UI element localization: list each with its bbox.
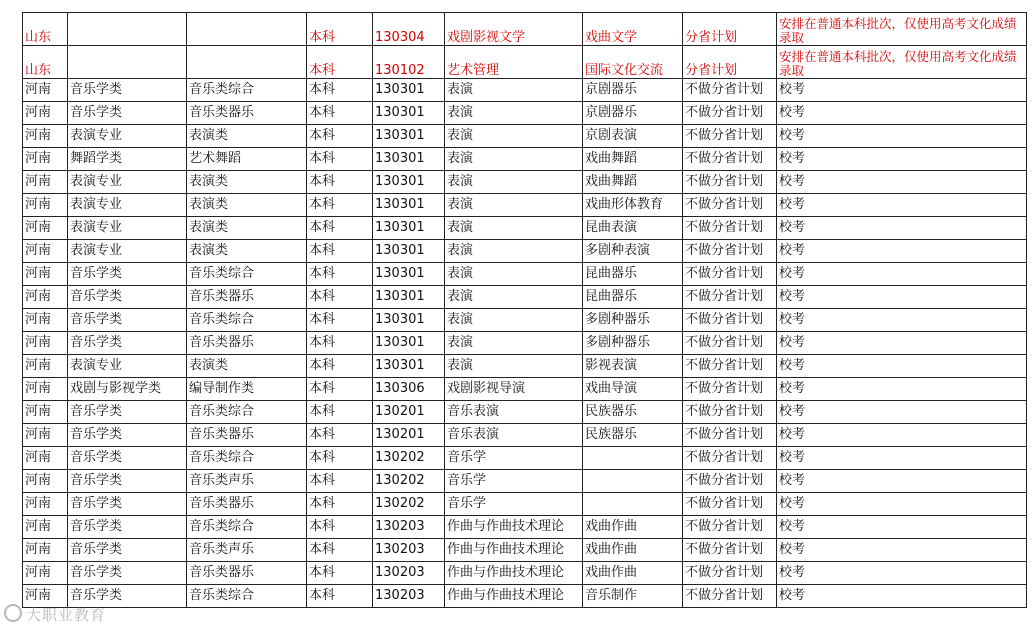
table-row — [23, 493, 1027, 516]
table-row — [23, 286, 1027, 309]
cell-code: 130301 — [373, 125, 445, 148]
cell-note: 校考 — [777, 585, 1027, 608]
table-row — [23, 516, 1027, 539]
table-row — [23, 125, 1027, 148]
highlight-row — [23, 46, 1027, 79]
cell-note: 安排在普通本科批次，仅使用高考文化成绩录取 — [777, 13, 1027, 46]
cell-major: 戏剧影视文学 — [445, 13, 583, 46]
cell-category: 戏剧与影视学类 — [68, 378, 187, 401]
cell-category: 音乐学类 — [68, 516, 187, 539]
cell-plan: 不做分省计划 — [683, 562, 777, 585]
table-row — [23, 378, 1027, 401]
cell-plan: 不做分省计划 — [683, 309, 777, 332]
cell-code: 130301 — [373, 355, 445, 378]
cell-direction: 京剧表演 — [583, 125, 683, 148]
cell-subcategory: 音乐类综合 — [187, 401, 307, 424]
cell-note: 校考 — [777, 355, 1027, 378]
cell-subcategory: 音乐类综合 — [187, 447, 307, 470]
cell-subcategory: 表演类 — [187, 125, 307, 148]
cell-note: 校考 — [777, 148, 1027, 171]
cell-category: 舞蹈学类 — [68, 148, 187, 171]
cell-note: 校考 — [777, 332, 1027, 355]
cell-level: 本科 — [307, 378, 373, 401]
cell-direction: 国际文化交流 — [583, 46, 683, 79]
cell-level: 本科 — [307, 309, 373, 332]
table-row — [23, 539, 1027, 562]
cell-major: 表演 — [445, 263, 583, 286]
cell-note: 校考 — [777, 493, 1027, 516]
cell-direction — [583, 470, 683, 493]
cell-code: 130202 — [373, 493, 445, 516]
cell-direction: 戏曲舞蹈 — [583, 148, 683, 171]
cell-direction: 戏曲舞蹈 — [583, 171, 683, 194]
cell-note: 校考 — [777, 562, 1027, 585]
cell-subcategory: 音乐类声乐 — [187, 539, 307, 562]
cell-level: 本科 — [307, 240, 373, 263]
cell-level: 本科 — [307, 424, 373, 447]
table-row — [23, 309, 1027, 332]
cell-level: 本科 — [307, 148, 373, 171]
cell-province: 河南 — [23, 401, 68, 424]
cell-note: 校考 — [777, 424, 1027, 447]
cell-major: 表演 — [445, 102, 583, 125]
cell-note: 校考 — [777, 470, 1027, 493]
highlight-row — [23, 13, 1027, 46]
cell-plan: 不做分省计划 — [683, 240, 777, 263]
cell-province: 河南 — [23, 217, 68, 240]
cell-major: 作曲与作曲技术理论 — [445, 539, 583, 562]
cell-subcategory: 音乐类声乐 — [187, 470, 307, 493]
cell-category: 音乐学类 — [68, 79, 187, 102]
cell-category: 音乐学类 — [68, 493, 187, 516]
cell-subcategory: 音乐类器乐 — [187, 562, 307, 585]
cell-category: 表演专业 — [68, 217, 187, 240]
table-row — [23, 424, 1027, 447]
cell-province: 河南 — [23, 539, 68, 562]
cell-subcategory: 表演类 — [187, 194, 307, 217]
cell-major: 艺术管理 — [445, 46, 583, 79]
cell-level: 本科 — [307, 194, 373, 217]
cell-category: 表演专业 — [68, 355, 187, 378]
cell-category — [68, 46, 187, 79]
cell-direction — [583, 447, 683, 470]
cell-major: 作曲与作曲技术理论 — [445, 562, 583, 585]
cell-category: 音乐学类 — [68, 309, 187, 332]
cell-direction: 戏曲导演 — [583, 378, 683, 401]
cell-direction: 京剧器乐 — [583, 79, 683, 102]
table-row — [23, 401, 1027, 424]
watermark — [4, 604, 106, 625]
cell-note: 校考 — [777, 240, 1027, 263]
cell-subcategory: 表演类 — [187, 217, 307, 240]
cell-note: 校考 — [777, 378, 1027, 401]
cell-major: 表演 — [445, 309, 583, 332]
cell-note: 安排在普通本科批次，仅使用高考文化成绩录取 — [777, 46, 1027, 79]
cell-province: 河南 — [23, 125, 68, 148]
cell-note: 校考 — [777, 401, 1027, 424]
cell-code: 130301 — [373, 194, 445, 217]
cell-major: 表演 — [445, 240, 583, 263]
cell-code: 130301 — [373, 309, 445, 332]
cell-category: 音乐学类 — [68, 447, 187, 470]
cell-direction: 戏曲作曲 — [583, 516, 683, 539]
cell-major: 表演 — [445, 148, 583, 171]
table-row — [23, 562, 1027, 585]
table-row — [23, 585, 1027, 608]
cell-plan: 不做分省计划 — [683, 217, 777, 240]
cell-province: 河南 — [23, 286, 68, 309]
cell-province: 河南 — [23, 263, 68, 286]
cell-code: 130203 — [373, 539, 445, 562]
cell-major: 表演 — [445, 194, 583, 217]
table-row — [23, 470, 1027, 493]
cell-province: 河南 — [23, 424, 68, 447]
table-row — [23, 171, 1027, 194]
cell-plan: 不做分省计划 — [683, 516, 777, 539]
cell-major: 音乐学 — [445, 470, 583, 493]
cell-category: 表演专业 — [68, 171, 187, 194]
cell-major: 作曲与作曲技术理论 — [445, 516, 583, 539]
cell-plan: 不做分省计划 — [683, 194, 777, 217]
table-row — [23, 102, 1027, 125]
cell-subcategory: 音乐类综合 — [187, 585, 307, 608]
cell-level: 本科 — [307, 171, 373, 194]
cell-direction: 多剧种表演 — [583, 240, 683, 263]
cell-category: 音乐学类 — [68, 470, 187, 493]
cell-major: 作曲与作曲技术理论 — [445, 585, 583, 608]
cell-plan: 不做分省计划 — [683, 355, 777, 378]
cell-subcategory: 编导制作类 — [187, 378, 307, 401]
cell-plan: 不做分省计划 — [683, 332, 777, 355]
cell-plan: 不做分省计划 — [683, 263, 777, 286]
cell-category: 音乐学类 — [68, 585, 187, 608]
cell-province: 山东 — [23, 46, 68, 79]
cell-category: 音乐学类 — [68, 286, 187, 309]
table-row — [23, 447, 1027, 470]
cell-level: 本科 — [307, 217, 373, 240]
table-row — [23, 263, 1027, 286]
cell-level: 本科 — [307, 263, 373, 286]
cell-subcategory: 音乐类综合 — [187, 516, 307, 539]
cell-direction: 多剧种器乐 — [583, 332, 683, 355]
cell-plan: 不做分省计划 — [683, 447, 777, 470]
cell-direction: 戏曲形体教育 — [583, 194, 683, 217]
cell-major: 表演 — [445, 79, 583, 102]
cell-province: 河南 — [23, 79, 68, 102]
cell-level: 本科 — [307, 355, 373, 378]
cell-plan: 不做分省计划 — [683, 378, 777, 401]
cell-subcategory: 艺术舞蹈 — [187, 148, 307, 171]
cell-level: 本科 — [307, 46, 373, 79]
watermark-text: 大职业教育 — [26, 606, 107, 624]
cell-plan: 分省计划 — [683, 46, 777, 79]
cell-note: 校考 — [777, 217, 1027, 240]
cell-province: 河南 — [23, 493, 68, 516]
cell-level: 本科 — [307, 13, 373, 46]
cell-province: 河南 — [23, 562, 68, 585]
cell-province: 河南 — [23, 355, 68, 378]
cell-code: 130203 — [373, 516, 445, 539]
cell-direction: 昆曲表演 — [583, 217, 683, 240]
cell-code: 130301 — [373, 148, 445, 171]
cell-direction: 影视表演 — [583, 355, 683, 378]
cell-direction: 昆曲器乐 — [583, 286, 683, 309]
cell-level: 本科 — [307, 585, 373, 608]
cell-level: 本科 — [307, 286, 373, 309]
cell-note: 校考 — [777, 539, 1027, 562]
cell-direction: 戏曲文学 — [583, 13, 683, 46]
cell-code: 130203 — [373, 562, 445, 585]
cell-note: 校考 — [777, 516, 1027, 539]
cell-category — [68, 13, 187, 46]
cell-major: 表演 — [445, 332, 583, 355]
cell-category: 音乐学类 — [68, 102, 187, 125]
cell-note: 校考 — [777, 102, 1027, 125]
cell-province: 山东 — [23, 13, 68, 46]
cell-note: 校考 — [777, 125, 1027, 148]
cell-direction: 京剧器乐 — [583, 102, 683, 125]
cell-plan: 不做分省计划 — [683, 148, 777, 171]
cell-direction: 昆曲器乐 — [583, 263, 683, 286]
cell-level: 本科 — [307, 539, 373, 562]
cell-level: 本科 — [307, 470, 373, 493]
cell-plan: 不做分省计划 — [683, 493, 777, 516]
cell-province: 河南 — [23, 240, 68, 263]
cell-province: 河南 — [23, 447, 68, 470]
cell-code: 130301 — [373, 171, 445, 194]
cell-note: 校考 — [777, 286, 1027, 309]
cell-level: 本科 — [307, 516, 373, 539]
cell-province: 河南 — [23, 378, 68, 401]
cell-province: 河南 — [23, 102, 68, 125]
cell-direction: 戏曲作曲 — [583, 562, 683, 585]
cell-note: 校考 — [777, 309, 1027, 332]
admissions-table — [22, 12, 1027, 608]
cell-plan: 不做分省计划 — [683, 102, 777, 125]
cell-code: 130201 — [373, 401, 445, 424]
cell-plan: 不做分省计划 — [683, 539, 777, 562]
cell-category: 音乐学类 — [68, 263, 187, 286]
cell-code: 130301 — [373, 263, 445, 286]
table-row — [23, 217, 1027, 240]
cell-subcategory: 音乐类综合 — [187, 309, 307, 332]
cell-subcategory: 音乐类器乐 — [187, 493, 307, 516]
cell-level: 本科 — [307, 332, 373, 355]
cell-province: 河南 — [23, 332, 68, 355]
table-row — [23, 332, 1027, 355]
cell-major: 表演 — [445, 286, 583, 309]
table-row — [23, 79, 1027, 102]
cell-province: 河南 — [23, 309, 68, 332]
cell-code: 130301 — [373, 332, 445, 355]
cell-category: 音乐学类 — [68, 332, 187, 355]
cell-note: 校考 — [777, 194, 1027, 217]
cell-code: 130306 — [373, 378, 445, 401]
cell-subcategory: 表演类 — [187, 171, 307, 194]
cell-province: 河南 — [23, 516, 68, 539]
cell-note: 校考 — [777, 171, 1027, 194]
cell-category: 表演专业 — [68, 240, 187, 263]
cell-code: 130301 — [373, 286, 445, 309]
cell-category: 音乐学类 — [68, 424, 187, 447]
cell-direction: 多剧种器乐 — [583, 309, 683, 332]
watermark-logo-icon — [4, 604, 22, 622]
cell-level: 本科 — [307, 401, 373, 424]
cell-level: 本科 — [307, 493, 373, 516]
cell-code: 130102 — [373, 46, 445, 79]
cell-direction: 民族器乐 — [583, 401, 683, 424]
cell-province: 河南 — [23, 585, 68, 608]
table-row — [23, 148, 1027, 171]
table-row — [23, 240, 1027, 263]
cell-level: 本科 — [307, 79, 373, 102]
cell-direction: 音乐制作 — [583, 585, 683, 608]
table-row — [23, 194, 1027, 217]
cell-code: 130201 — [373, 424, 445, 447]
cell-plan: 不做分省计划 — [683, 171, 777, 194]
cell-plan: 不做分省计划 — [683, 470, 777, 493]
cell-subcategory: 表演类 — [187, 240, 307, 263]
cell-major: 音乐学 — [445, 447, 583, 470]
cell-note: 校考 — [777, 79, 1027, 102]
cell-plan: 不做分省计划 — [683, 79, 777, 102]
cell-direction: 戏曲作曲 — [583, 539, 683, 562]
cell-note: 校考 — [777, 263, 1027, 286]
cell-major: 音乐学 — [445, 493, 583, 516]
cell-subcategory: 音乐类器乐 — [187, 286, 307, 309]
cell-plan: 不做分省计划 — [683, 286, 777, 309]
cell-major: 表演 — [445, 217, 583, 240]
cell-major: 表演 — [445, 125, 583, 148]
cell-direction: 民族器乐 — [583, 424, 683, 447]
cell-province: 河南 — [23, 470, 68, 493]
cell-province: 河南 — [23, 171, 68, 194]
cell-major: 戏剧影视导演 — [445, 378, 583, 401]
cell-plan: 不做分省计划 — [683, 125, 777, 148]
cell-category: 音乐学类 — [68, 401, 187, 424]
cell-plan: 不做分省计划 — [683, 424, 777, 447]
cell-subcategory: 音乐类器乐 — [187, 332, 307, 355]
cell-province: 河南 — [23, 194, 68, 217]
cell-plan: 分省计划 — [683, 13, 777, 46]
cell-code: 130202 — [373, 470, 445, 493]
cell-level: 本科 — [307, 447, 373, 470]
cell-subcategory: 表演类 — [187, 355, 307, 378]
cell-category: 音乐学类 — [68, 539, 187, 562]
cell-category: 音乐学类 — [68, 562, 187, 585]
table-row — [23, 355, 1027, 378]
cell-subcategory — [187, 46, 307, 79]
cell-subcategory: 音乐类综合 — [187, 79, 307, 102]
cell-level: 本科 — [307, 102, 373, 125]
cell-major: 表演 — [445, 355, 583, 378]
cell-code: 130301 — [373, 240, 445, 263]
cell-category: 表演专业 — [68, 125, 187, 148]
cell-direction — [583, 493, 683, 516]
cell-subcategory: 音乐类器乐 — [187, 424, 307, 447]
cell-code: 130301 — [373, 217, 445, 240]
cell-note: 校考 — [777, 447, 1027, 470]
cell-subcategory: 音乐类综合 — [187, 263, 307, 286]
cell-plan: 不做分省计划 — [683, 585, 777, 608]
cell-code: 130304 — [373, 13, 445, 46]
cell-subcategory: 音乐类器乐 — [187, 102, 307, 125]
cell-major: 音乐表演 — [445, 401, 583, 424]
cell-code: 130301 — [373, 102, 445, 125]
cell-plan: 不做分省计划 — [683, 401, 777, 424]
cell-category: 表演专业 — [68, 194, 187, 217]
cell-level: 本科 — [307, 125, 373, 148]
cell-major: 音乐表演 — [445, 424, 583, 447]
cell-subcategory — [187, 13, 307, 46]
cell-province: 河南 — [23, 148, 68, 171]
cell-major: 表演 — [445, 171, 583, 194]
cell-level: 本科 — [307, 562, 373, 585]
cell-code: 130301 — [373, 79, 445, 102]
table-body — [23, 13, 1027, 608]
cell-code: 130203 — [373, 585, 445, 608]
cell-code: 130202 — [373, 447, 445, 470]
